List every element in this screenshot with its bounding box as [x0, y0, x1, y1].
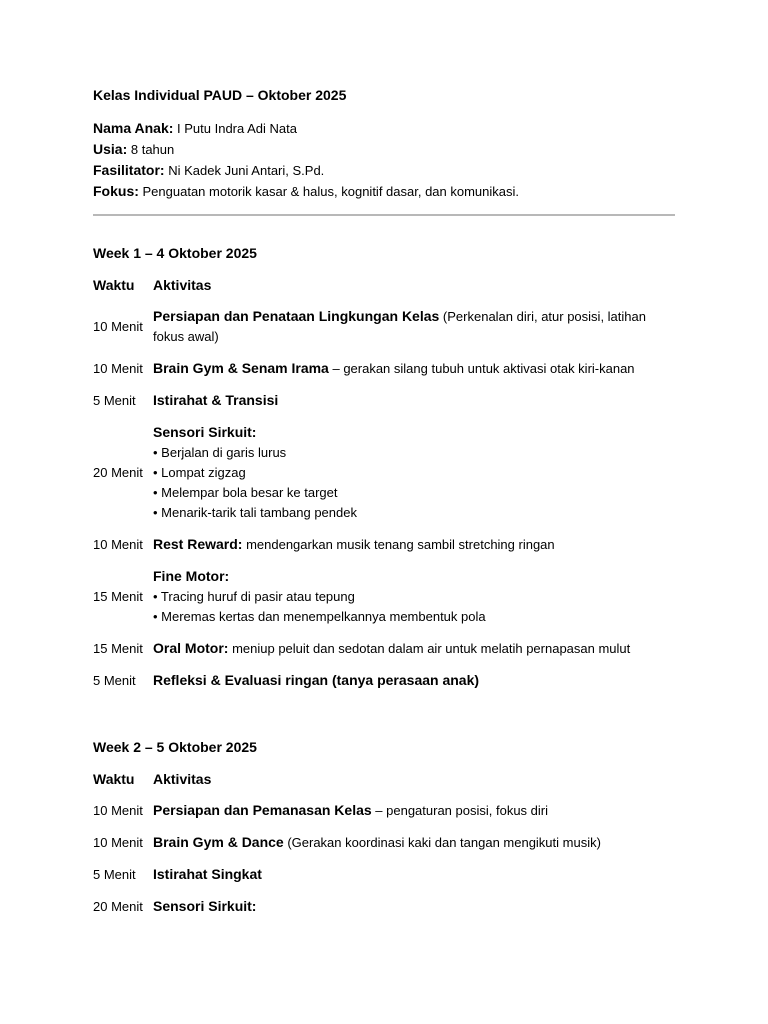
- row-activity: [153, 390, 675, 422]
- activity-title: Fine Motor:: [153, 568, 230, 584]
- info-label: Usia:: [93, 141, 128, 157]
- row-time: 10 Menit: [93, 360, 143, 376]
- table-header-row: [93, 276, 675, 306]
- info-label: Fasilitator:: [93, 162, 165, 178]
- row-time: 10 Menit: [93, 834, 143, 850]
- row-time: 5 Menit: [93, 392, 136, 408]
- table-row: [93, 422, 675, 534]
- row-time: 10 Menit: [93, 536, 143, 552]
- activity-title: Brain Gym & Dance: [153, 834, 284, 850]
- row-activity: [153, 566, 675, 638]
- document-page: [93, 86, 683, 928]
- row-activity: [153, 306, 675, 358]
- info-line-focus: [93, 181, 683, 202]
- activity-desc: (Perkenalan diri, atur posisi, latihan fokus awal): [153, 309, 646, 344]
- activity-title: Istirahat & Transisi: [153, 392, 279, 408]
- row-time: 5 Menit: [93, 672, 136, 688]
- activity-desc: – gerakan silang tubuh untuk aktivasi otak kiri-kanan: [328, 361, 635, 376]
- row-time: 10 Menit: [93, 318, 143, 334]
- column-header-activity: Aktivitas: [153, 277, 212, 293]
- activity-title: Brain Gym & Senam Irama: [153, 360, 329, 376]
- table-row: [93, 670, 675, 702]
- info-label: Fokus:: [93, 183, 139, 199]
- table-row: [93, 896, 675, 928]
- student-info: [93, 118, 683, 202]
- table-header-row: [93, 770, 675, 800]
- info-value: Ni Kadek Juni Antari, S.Pd.: [168, 163, 325, 178]
- row-activity: [153, 358, 675, 390]
- activity-title: Persiapan dan Penataan Lingkungan Kelas: [153, 308, 440, 324]
- activity-desc: mendengarkan musik tenang sambil stretching ringan: [242, 537, 555, 552]
- table-row: [93, 864, 675, 896]
- section-spacer: [93, 702, 683, 738]
- info-label: Nama Anak:: [93, 120, 174, 136]
- activity-title: Persiapan dan Pemanasan Kelas: [153, 802, 372, 818]
- list-item: • Tracing huruf di pasir atau tepung: [153, 589, 355, 604]
- week-2-schedule-table: [93, 770, 675, 928]
- activity-title: Refleksi & Evaluasi ringan (tanya perasaan anak): [153, 672, 480, 688]
- row-time: 10 Menit: [93, 802, 143, 818]
- row-time: 15 Menit: [93, 640, 143, 656]
- activity-title: Sensori Sirkuit:: [153, 424, 257, 440]
- row-activity: [153, 670, 675, 702]
- list-item: • Berjalan di garis lurus: [153, 445, 287, 460]
- info-value: 8 tahun: [130, 142, 175, 157]
- row-activity: [153, 832, 675, 864]
- column-header-time: Waktu: [93, 277, 135, 293]
- column-header-activity: Aktivitas: [153, 771, 212, 787]
- list-item: • Melempar bola besar ke target: [153, 485, 338, 500]
- info-value: Penguatan motorik kasar & halus, kognitif dasar, dan komunikasi.: [142, 184, 520, 199]
- row-activity: [153, 864, 675, 896]
- activity-title: Oral Motor:: [153, 640, 229, 656]
- list-item: • Menarik-tarik tali tambang pendek: [153, 505, 357, 520]
- row-activity: [153, 800, 675, 832]
- info-value: I Putu Indra Adi Nata: [177, 121, 297, 136]
- table-row: [93, 534, 675, 566]
- table-row: [93, 800, 675, 832]
- week-1-schedule-table: [93, 276, 675, 702]
- row-activity: [153, 422, 675, 534]
- table-row: [93, 390, 675, 422]
- info-line-age: [93, 139, 683, 160]
- info-line-facilitator: [93, 160, 683, 181]
- activity-title: Istirahat Singkat: [153, 866, 262, 882]
- activity-title: Sensori Sirkuit:: [153, 898, 257, 914]
- list-item: • Lompat zigzag: [153, 465, 246, 480]
- week-1-title: Week 1 – 4 Oktober 2025: [93, 245, 257, 261]
- week-2-title: Week 2 – 5 Oktober 2025: [93, 739, 257, 755]
- row-time: 20 Menit: [93, 898, 143, 914]
- table-row: [93, 566, 675, 638]
- activity-desc: meniup peluit dan sedotan dalam air untuk melatih pernapasan mulut: [228, 641, 631, 656]
- row-time: 20 Menit: [93, 464, 143, 480]
- list-item: • Meremas kertas dan menempelkannya membentuk pola: [153, 609, 486, 624]
- table-row: [93, 306, 675, 358]
- row-activity: [153, 896, 675, 928]
- document-title: Kelas Individual PAUD – Oktober 2025: [93, 87, 347, 103]
- row-time: 15 Menit: [93, 588, 143, 604]
- row-activity: [153, 638, 675, 670]
- activity-title: Rest Reward:: [153, 536, 243, 552]
- table-row: [93, 832, 675, 864]
- table-row: [93, 638, 675, 670]
- info-line-name: [93, 118, 683, 139]
- column-header-time: Waktu: [93, 771, 135, 787]
- activity-desc: – pengaturan posisi, fokus diri: [371, 803, 548, 818]
- row-activity: [153, 534, 675, 566]
- table-row: [93, 358, 675, 390]
- activity-desc: (Gerakan koordinasi kaki dan tangan mengikuti musik): [283, 835, 601, 850]
- row-time: 5 Menit: [93, 866, 136, 882]
- horizontal-divider: [93, 214, 675, 216]
